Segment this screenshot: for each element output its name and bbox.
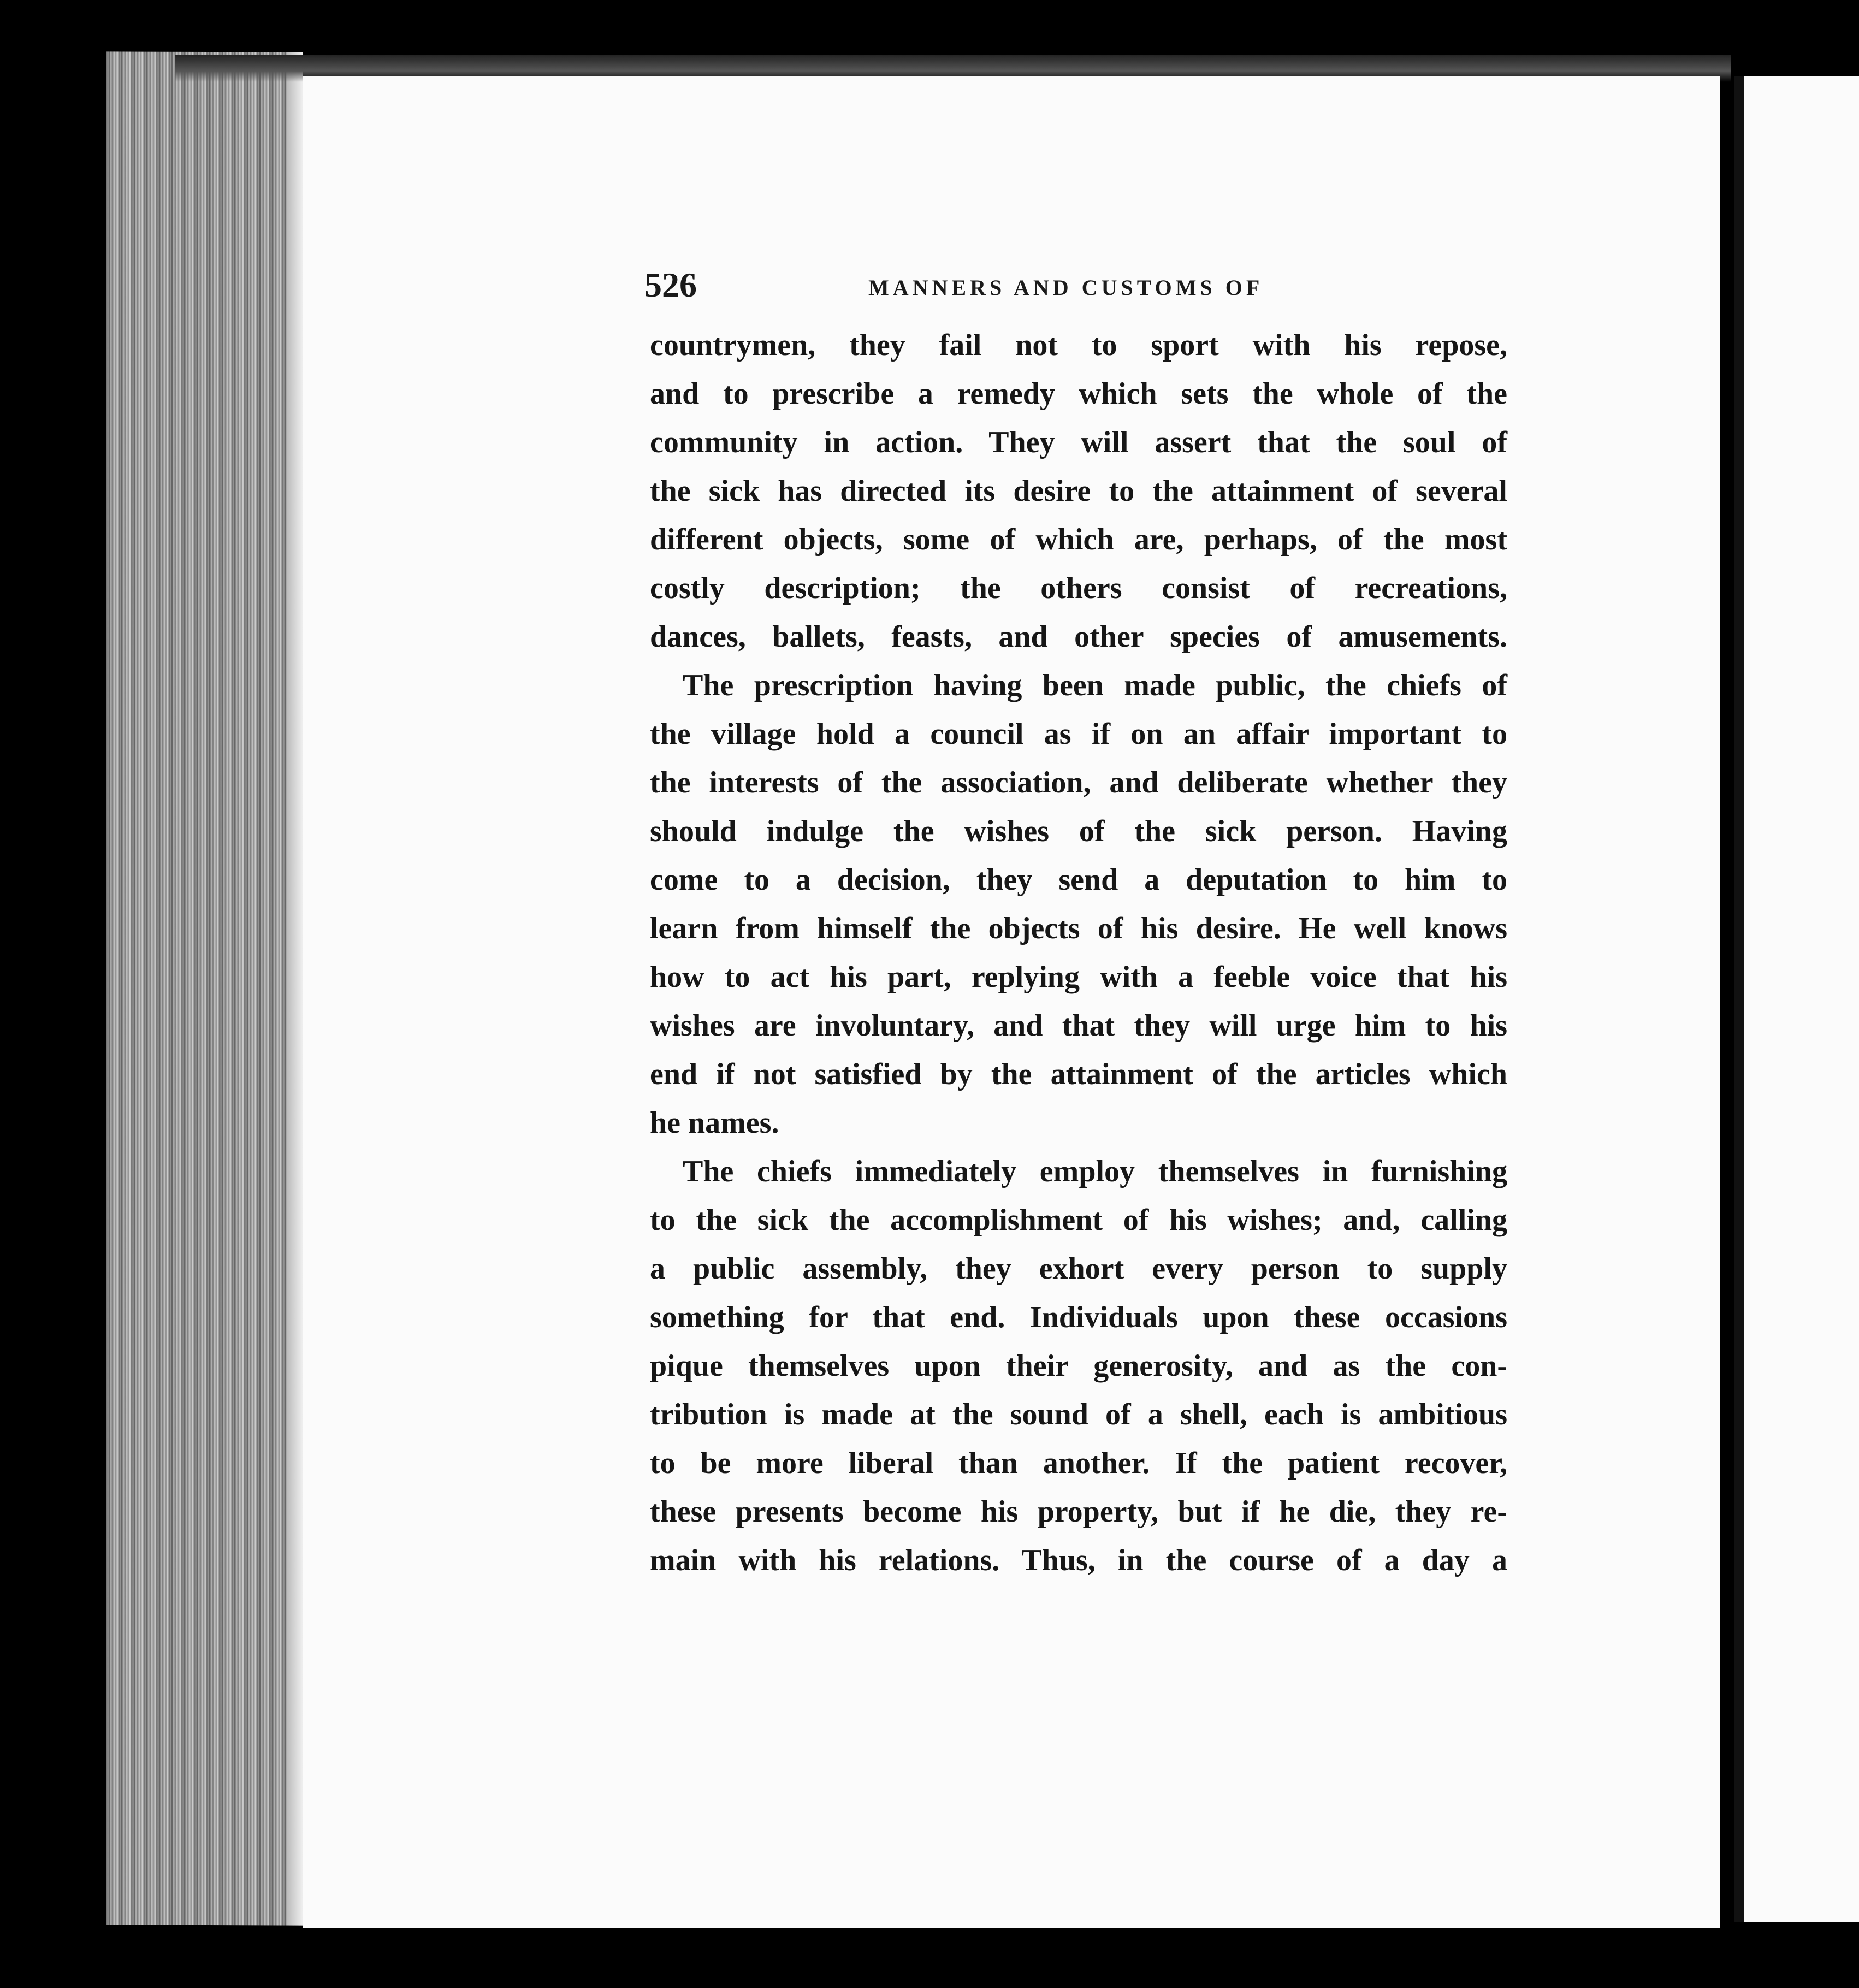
text-line: learn from himself the objects of his desire. He well knows: [650, 912, 1507, 945]
running-head: [644, 265, 1496, 314]
text-line: the sick has directed its desire to the attainment of several: [650, 474, 1507, 508]
text-line: tribution is made at the sound of a shell, each is ambitious: [650, 1398, 1507, 1431]
text-line: pique themselves upon their generosity, and as the con-: [650, 1349, 1507, 1383]
text-line: countrymen, they fail not to sport with his repose,: [650, 328, 1507, 362]
paragraph-first-line: The prescription having been made public, the chiefs of: [683, 668, 1507, 702]
text-line: the village hold a council as if on an affair important to: [650, 717, 1507, 751]
body-text: [650, 321, 1507, 1585]
text-line: main with his relations. Thus, in the course of a day a: [650, 1543, 1507, 1577]
text-line: these presents become his property, but if he die, they re-: [650, 1495, 1507, 1529]
text-line: the interests of the association, and deliberate whether they: [650, 766, 1507, 800]
text-line: a public assembly, they exhort every person to supply: [650, 1252, 1507, 1286]
text-line: to be more liberal than another. If the patient recover,: [650, 1446, 1507, 1480]
text-line: something for that end. Individuals upon these occasions: [650, 1300, 1507, 1334]
text-line: different objects, some of which are, perhaps, of the most: [650, 523, 1507, 557]
text-line: end if not satisfied by the attainment of the articles which: [650, 1057, 1507, 1091]
text-line: wishes are involuntary, and that they will urge him to his: [650, 1009, 1507, 1043]
text-line: he names.: [650, 1106, 779, 1140]
book-fore-edge: [106, 51, 303, 1925]
text-line: how to act his part, replying with a feeble voice that his: [650, 960, 1507, 994]
running-title: MANNERS AND CUSTOMS OF: [868, 275, 1264, 300]
page-number: 526: [644, 265, 697, 304]
text-line: should indulge the wishes of the sick person. Having: [650, 814, 1507, 848]
text-line: to the sick the accomplishment of his wishes; and, calling: [650, 1203, 1507, 1237]
text-line: and to prescribe a remedy which sets the whole of the: [650, 377, 1507, 411]
text-line: community in action. They will assert that the soul of: [650, 425, 1507, 459]
paragraph-first-line: The chiefs immediately employ themselves in furnishing: [683, 1155, 1507, 1188]
text-line: dances, ballets, feasts, and other species of amusements.: [650, 620, 1507, 654]
right-page-edge: [1734, 76, 1859, 1922]
text-line: costly description; the others consist of recreations,: [650, 571, 1507, 605]
text-line: come to a decision, they send a deputation to him to: [650, 863, 1507, 897]
